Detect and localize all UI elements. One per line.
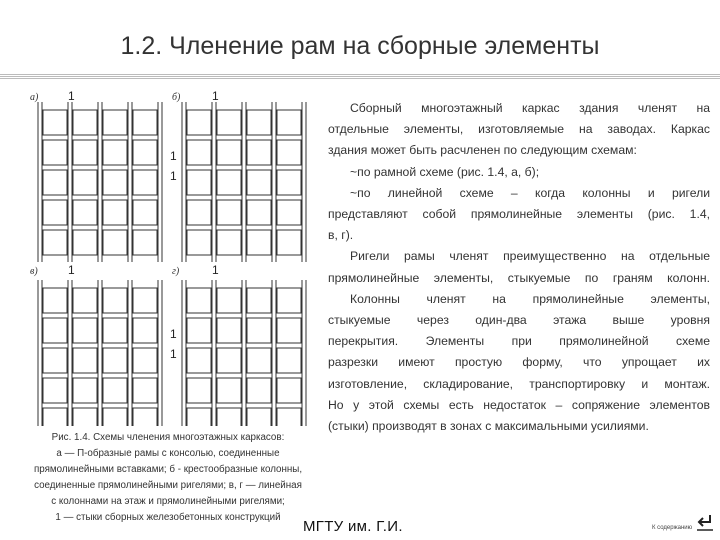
body-line: изготовление, складирование, транспортировку и монтаж.: [328, 376, 710, 391]
figure-caption: [18, 430, 318, 526]
body-line: представляют собой прямолинейные элементы (рис. 1.4,: [328, 207, 710, 222]
callout-label: 1: [212, 89, 219, 103]
callout-label: 1: [170, 327, 177, 341]
return-arrow-icon: [696, 512, 714, 532]
panel-letter: г): [172, 266, 180, 277]
body-line: разрезки имеют простую форму, что упрощает их: [328, 355, 710, 370]
caption-line: соединенные прямолинейными ригелями; в, г — линейная: [34, 480, 302, 491]
body-line: здания может быть расчленен по следующим схемам:: [328, 143, 637, 158]
body-line: отдельные элементы, изготовляемые на заводах. Каркас: [328, 122, 710, 137]
back-to-contents-label: К содержанию: [652, 525, 693, 531]
body-line: Колонны членят на прямолинейные элементы,: [350, 291, 710, 306]
body-line: ~по рамной схеме (рис. 1.4, а, б);: [350, 164, 540, 179]
body-line: стыкуемые через один-два этажа выше уровня: [328, 313, 710, 328]
caption-line: прямолинейными вставками; б - крестообразные колонны,: [33, 464, 303, 475]
footer-text: МГТУ им. Г.И.: [303, 518, 403, 535]
frame-scheme: [38, 102, 162, 262]
body-line: Ригели рамы членят преимущественно на отдельные: [350, 249, 710, 264]
caption-line: с колоннами на этаж и прямолинейными ригелями;: [51, 496, 285, 507]
frame-scheme: [182, 280, 306, 426]
body-line: прямолинейные элементы, стыкуемые по граням колонн.: [328, 270, 710, 285]
callout-leader: [176, 326, 194, 334]
body-line: перекрытия. Элементы при прямолинейной схеме: [328, 334, 710, 349]
body-line: (стыки) производят в зонах с максимальными усилиями.: [328, 419, 649, 434]
body-line: Сборный многоэтажный каркас здания членят на: [350, 101, 710, 115]
frame-scheme: [38, 280, 162, 426]
callout-label: 1: [68, 89, 75, 103]
slide-title: 1.2. Членение рам на сборные элементы: [120, 32, 600, 60]
callout-leader: [74, 270, 110, 296]
body-line: Но у этой схемы есть недостаток – сопряжение элементов: [328, 397, 710, 412]
callout-leader: [218, 270, 254, 296]
callout-leader: [218, 96, 254, 118]
panel-letter: б): [172, 92, 181, 103]
callout-leader: [74, 96, 110, 118]
caption-line: 1 — стыки сборных железобетонных конструкций: [55, 512, 281, 523]
back-to-contents-button[interactable]: [652, 512, 714, 534]
panel-letter: а): [30, 92, 39, 103]
callout-label: 1: [170, 169, 177, 183]
callout-label: 1: [170, 149, 177, 163]
caption-line: Рис. 1.4. Схемы членения многоэтажных каркасов:: [51, 432, 285, 443]
panel-letter: в): [30, 266, 38, 277]
title-divider: [0, 74, 720, 80]
frame-scheme: [182, 102, 306, 262]
body-line: в, г).: [328, 228, 354, 243]
body-text: [328, 98, 710, 437]
caption-line: а — П-образные рамы с консолью, соединенные: [56, 448, 280, 459]
callout-label: 1: [170, 347, 177, 361]
callout-leader: [176, 148, 194, 156]
callout-label: 1: [212, 263, 219, 277]
callout-label: 1: [68, 263, 75, 277]
frame-schemes-figure: [0, 86, 325, 426]
body-line: ~по линейной схеме – когда колонны и ригели: [350, 185, 710, 200]
